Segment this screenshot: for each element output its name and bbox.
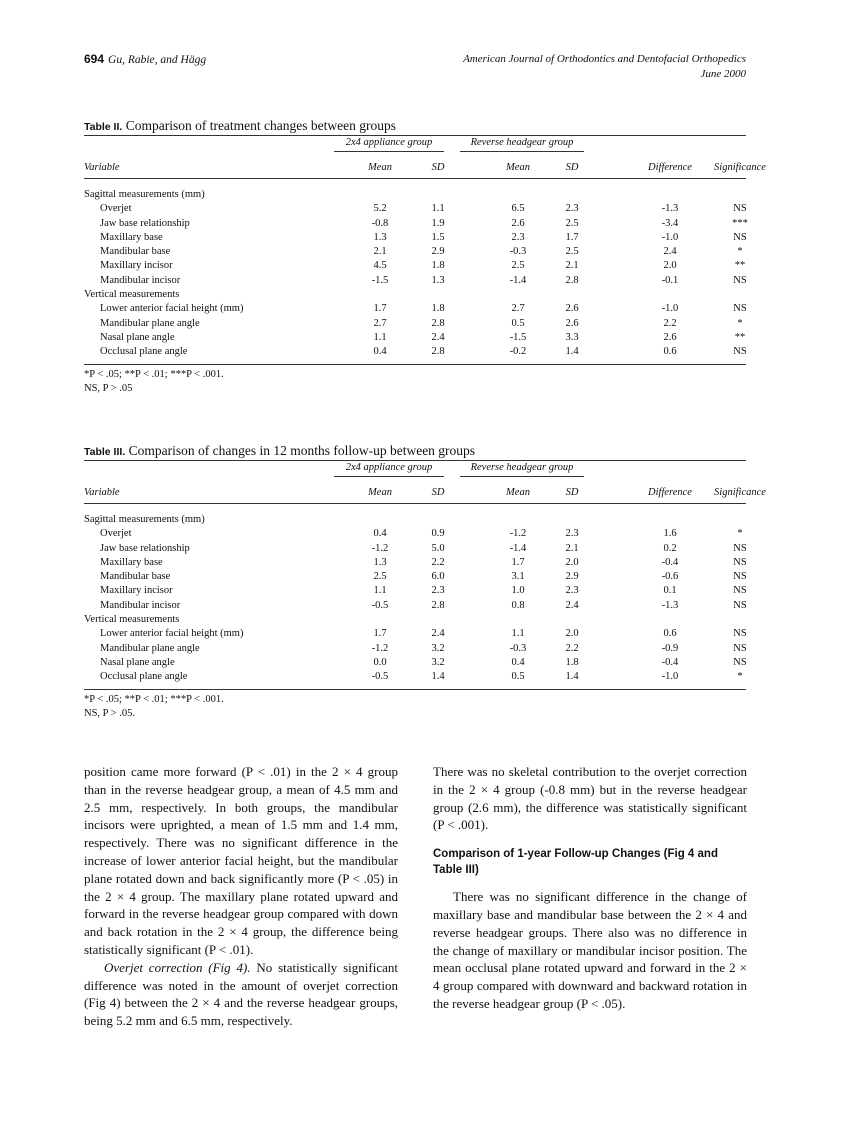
value-cell: 2.8	[431, 317, 445, 329]
table-caption	[84, 118, 746, 135]
table-bottom-rule	[84, 689, 746, 690]
value-cell: 2.8	[431, 346, 445, 358]
value-cell: -1.2	[371, 542, 389, 554]
paragraph-text: No statistically significant difference was noted in the amount of overjet correction (Fig 4) between the 2 × 4 and the reverse headgear groups, being 5.2 mm and 6.5 mm, respectively.	[84, 959, 398, 1029]
table-row	[84, 542, 746, 556]
value-cell: NS	[733, 346, 747, 358]
table-footnotes	[84, 368, 746, 396]
group-header: Reverse headgear group	[470, 137, 574, 148]
value-cell: NS	[733, 571, 747, 583]
value-cell: 2.2	[565, 642, 579, 654]
section-label: Vertical measurements	[84, 614, 180, 626]
value-cell: 0.8	[511, 599, 525, 611]
value-cell: 1.3	[373, 556, 387, 568]
value-cell: NS	[733, 556, 747, 568]
column-header: Difference	[648, 162, 692, 173]
value-cell: 2.4	[663, 246, 677, 258]
value-cell: 0.1	[663, 585, 677, 597]
column-header: Mean	[506, 487, 530, 498]
table-row	[84, 656, 746, 670]
value-cell: -0.1	[661, 274, 679, 286]
table-row	[84, 527, 746, 541]
value-cell: 1.7	[565, 231, 579, 243]
value-cell: -0.8	[371, 217, 389, 229]
value-cell: 1.7	[373, 628, 387, 640]
variable-cell: Maxillary base	[100, 556, 163, 568]
value-cell: 3.1	[511, 571, 525, 583]
value-cell: -3.4	[661, 217, 679, 229]
variable-cell: Maxillary incisor	[100, 585, 173, 597]
group-header: Reverse headgear group	[470, 462, 574, 473]
section-row	[84, 613, 746, 627]
table-row	[84, 302, 746, 316]
variable-cell: Mandibular base	[100, 571, 171, 583]
paragraph	[84, 959, 398, 1030]
value-cell: -0.2	[509, 346, 527, 358]
value-cell: 1.1	[373, 331, 387, 343]
value-cell: 1.1	[511, 628, 525, 640]
footnote: NS, P > .05.	[84, 707, 136, 719]
value-cell: 1.8	[431, 303, 445, 315]
table-row	[84, 202, 746, 216]
value-cell: 1.6	[663, 528, 677, 540]
value-cell: 0.4	[511, 656, 525, 668]
table-row	[84, 274, 746, 288]
value-cell: -1.0	[661, 231, 679, 243]
value-cell: 2.3	[565, 528, 579, 540]
table-row	[84, 599, 746, 613]
variable-cell: Lower anterior facial height (mm)	[100, 628, 244, 640]
variable-cell: Occlusal plane angle	[100, 671, 188, 683]
section-row	[84, 513, 746, 527]
section-row	[84, 188, 746, 202]
column-header: Variable	[84, 487, 120, 498]
value-cell: 2.9	[565, 571, 579, 583]
column-header: Mean	[506, 162, 530, 173]
table-label: Table II.	[84, 121, 123, 133]
value-cell: -1.5	[371, 274, 389, 286]
column-header: Significance	[714, 162, 766, 173]
table-row	[84, 670, 746, 684]
value-cell: **	[734, 260, 746, 272]
value-cell: 1.4	[565, 671, 579, 683]
table-row	[84, 231, 746, 245]
value-cell: 2.5	[565, 246, 579, 258]
value-cell: *	[737, 317, 743, 329]
section-label: Sagittal measurements (mm)	[84, 189, 205, 200]
column-header: SD	[431, 162, 445, 173]
value-cell: 5.0	[431, 542, 445, 554]
value-cell: 2.2	[431, 556, 445, 568]
value-cell: -0.5	[371, 671, 389, 683]
table-title: Comparison of changes in 12 months follow-up between groups	[128, 443, 476, 458]
table-row	[84, 217, 746, 231]
value-cell: 2.1	[565, 260, 579, 272]
value-cell: 0.9	[431, 528, 445, 540]
body-column-right	[433, 763, 747, 1013]
journal-name: American Journal of Orthodontics and Dentofacial Orthopedics	[463, 53, 746, 65]
value-cell: 1.3	[431, 274, 445, 286]
value-cell: *	[737, 671, 743, 683]
table-row	[84, 627, 746, 641]
variable-cell: Mandibular incisor	[100, 274, 181, 286]
value-cell: NS	[733, 542, 747, 554]
table-row	[84, 331, 746, 345]
value-cell: 1.0	[511, 585, 525, 597]
variable-cell: Maxillary base	[100, 231, 163, 243]
column-header: Significance	[714, 487, 766, 498]
running-header-left	[84, 52, 206, 66]
value-cell: 2.9	[431, 246, 445, 258]
value-cell: 1.7	[511, 556, 525, 568]
value-cell: 1.1	[431, 203, 445, 215]
value-cell: 3.2	[431, 642, 445, 654]
variable-cell: Occlusal plane angle	[100, 346, 188, 358]
value-cell: 2.2	[663, 317, 677, 329]
variable-cell: Mandibular base	[100, 246, 171, 258]
value-cell: 2.0	[565, 628, 579, 640]
table-row	[84, 642, 746, 656]
paragraph: position came more forward (P < .01) in the 2 × 4 group than in the reverse headgear group, a mean of 4.5 mm and 2.5 mm, respectively. In both groups, the mandibular incisors were uprighted, a mean of 1.5 mm and 1.4 mm, respectively. There was no significant difference in the increase of lower anterior facial height, but the mandibular plane rotated down and back significantly more (P < .05) in the 2 × 4 group. The maxillary plane rotated upward and forward in the reverse headgear group compared with down and back rotation in the 2 × 4 group, the difference being statistically significant (P < .01).	[84, 764, 398, 957]
footnote: *P < .05; **P < .01; ***P < .001.	[84, 368, 224, 380]
value-cell: 1.1	[373, 585, 387, 597]
variable-cell: Mandibular incisor	[100, 599, 181, 611]
table-iii	[84, 443, 766, 721]
value-cell: NS	[733, 203, 747, 215]
value-cell: -1.2	[371, 642, 389, 654]
variable-cell: Jaw base relationship	[100, 542, 190, 554]
variable-cell: Nasal plane angle	[100, 331, 175, 343]
value-cell: -0.3	[509, 246, 527, 258]
value-cell: 0.0	[373, 656, 387, 668]
value-cell: -1.3	[661, 599, 679, 611]
value-cell: 2.8	[565, 274, 579, 286]
paragraph: There was no significant difference in the change of maxillary base and mandibular base between the 2 × 4 and reverse headgear groups. There also was no difference in the change of maxillary or mandibular incisor position. The mean occlusal plane rotated upward and forward in the 2 × 4 group compared with downward and backward rotation in the reverse headgear group (P < .05).	[433, 889, 747, 1011]
value-cell: 6.5	[511, 203, 525, 215]
value-cell: NS	[733, 628, 747, 640]
column-header: Mean	[368, 487, 392, 498]
value-cell: *	[737, 246, 743, 258]
value-cell: NS	[733, 599, 747, 611]
value-cell: -0.4	[661, 656, 679, 668]
value-cell: -1.0	[661, 671, 679, 683]
table-header	[84, 136, 766, 178]
value-cell: 0.5	[511, 317, 525, 329]
value-cell: 3.3	[565, 331, 579, 343]
value-cell: **	[734, 331, 746, 343]
table-footnotes	[84, 693, 746, 721]
column-header: Difference	[648, 487, 692, 498]
group-underline	[460, 151, 584, 152]
value-cell: 2.4	[565, 599, 579, 611]
column-header: SD	[431, 487, 445, 498]
value-cell: 4.5	[373, 260, 387, 272]
table-row	[84, 345, 746, 359]
value-cell: 2.3	[565, 203, 579, 215]
value-cell: 1.8	[565, 656, 579, 668]
value-cell: -1.2	[509, 528, 527, 540]
section-label: Sagittal measurements (mm)	[84, 514, 205, 525]
value-cell: NS	[733, 642, 747, 654]
column-header: Mean	[368, 162, 392, 173]
paragraph: There was no skeletal contribution to the overjet correction in the 2 × 4 group (-0.8 mm) but in the reverse headgear group (2.6 mm), the difference was statistically significant (P < .001).	[433, 764, 747, 833]
value-cell: NS	[733, 274, 747, 286]
table-row	[84, 259, 746, 273]
value-cell: -0.5	[371, 599, 389, 611]
value-cell: NS	[733, 656, 747, 668]
value-cell: 2.3	[511, 231, 525, 243]
table-row	[84, 245, 746, 259]
variable-cell: Lower anterior facial height (mm)	[100, 303, 244, 315]
value-cell: 1.9	[431, 217, 445, 229]
value-cell: 2.3	[431, 585, 445, 597]
section-heading: Comparison of 1-year Follow-up Changes (Fig 4 and Table III)	[433, 848, 718, 877]
value-cell: 1.8	[431, 260, 445, 272]
section-row	[84, 288, 746, 302]
value-cell: 2.5	[565, 217, 579, 229]
group-underline	[334, 476, 444, 477]
value-cell: 2.4	[431, 628, 445, 640]
value-cell: -0.9	[661, 642, 679, 654]
value-cell: 2.0	[663, 260, 677, 272]
value-cell: 0.5	[511, 671, 525, 683]
variable-cell: Mandibular plane angle	[100, 317, 200, 329]
value-cell: -0.6	[661, 571, 679, 583]
table-caption	[84, 443, 746, 460]
run-in-heading: Overjet correction (Fig 4).	[104, 959, 251, 975]
value-cell: -1.4	[509, 542, 527, 554]
variable-cell: Mandibular plane angle	[100, 642, 200, 654]
value-cell: 0.2	[663, 542, 677, 554]
group-header: 2x4 appliance group	[345, 137, 433, 148]
value-cell: 2.3	[565, 585, 579, 597]
value-cell: ***	[732, 217, 748, 229]
column-header: SD	[565, 162, 579, 173]
value-cell: NS	[733, 231, 747, 243]
footnote: NS, P > .05	[84, 382, 133, 394]
column-header: SD	[565, 487, 579, 498]
value-cell: 6.0	[431, 571, 445, 583]
value-cell: 2.1	[373, 246, 387, 258]
column-header: Variable	[84, 162, 120, 173]
variable-cell: Jaw base relationship	[100, 217, 190, 229]
value-cell: 2.5	[373, 571, 387, 583]
value-cell: 5.2	[373, 203, 387, 215]
value-cell: 0.6	[663, 628, 677, 640]
table-bottom-rule	[84, 364, 746, 365]
value-cell: 2.5	[511, 260, 525, 272]
group-underline	[334, 151, 444, 152]
running-header-right	[463, 52, 746, 82]
value-cell: 2.6	[565, 317, 579, 329]
table-header	[84, 461, 766, 503]
variable-cell: Maxillary incisor	[100, 260, 173, 272]
section-label: Vertical measurements	[84, 289, 180, 301]
issue-date: June 2000	[700, 68, 746, 80]
value-cell: *	[737, 528, 743, 540]
value-cell: 2.1	[565, 542, 579, 554]
value-cell: 3.2	[431, 656, 445, 668]
footnote: *P < .05; **P < .01; ***P < .001.	[84, 693, 224, 705]
group-header: 2x4 appliance group	[345, 462, 433, 473]
table-ii	[84, 118, 766, 396]
value-cell: 1.5	[431, 231, 445, 243]
table-title: Comparison of treatment changes between groups	[125, 118, 396, 133]
table-row	[84, 317, 746, 331]
variable-cell: Overjet	[100, 528, 132, 540]
variable-cell: Overjet	[100, 203, 132, 215]
value-cell: 1.3	[373, 231, 387, 243]
value-cell: NS	[733, 303, 747, 315]
value-cell: 1.4	[431, 671, 445, 683]
value-cell: 0.4	[373, 346, 387, 358]
authors: Gu, Rabie, and Hägg	[108, 54, 207, 66]
value-cell: 2.4	[431, 331, 445, 343]
value-cell: 2.6	[663, 331, 677, 343]
value-cell: 2.6	[511, 217, 525, 229]
value-cell: -1.3	[661, 203, 679, 215]
value-cell: 2.6	[565, 303, 579, 315]
value-cell: 2.7	[511, 303, 525, 315]
value-cell: -1.5	[509, 331, 527, 343]
value-cell: -0.3	[509, 642, 527, 654]
table-row	[84, 584, 746, 598]
table-row	[84, 570, 746, 584]
value-cell: 2.0	[565, 556, 579, 568]
table-row	[84, 556, 746, 570]
body-column-left	[84, 763, 398, 1030]
value-cell: 2.7	[373, 317, 387, 329]
value-cell: -0.4	[661, 556, 679, 568]
page-number: 694	[84, 52, 105, 66]
value-cell: -1.4	[509, 274, 527, 286]
value-cell: 0.4	[373, 528, 387, 540]
value-cell: 0.6	[663, 346, 677, 358]
value-cell: 1.4	[565, 346, 579, 358]
value-cell: 1.7	[373, 303, 387, 315]
value-cell: 2.8	[431, 599, 445, 611]
value-cell: NS	[733, 585, 747, 597]
group-underline	[460, 476, 584, 477]
variable-cell: Nasal plane angle	[100, 656, 175, 668]
table-label: Table III.	[84, 446, 126, 458]
value-cell: -1.0	[661, 303, 679, 315]
